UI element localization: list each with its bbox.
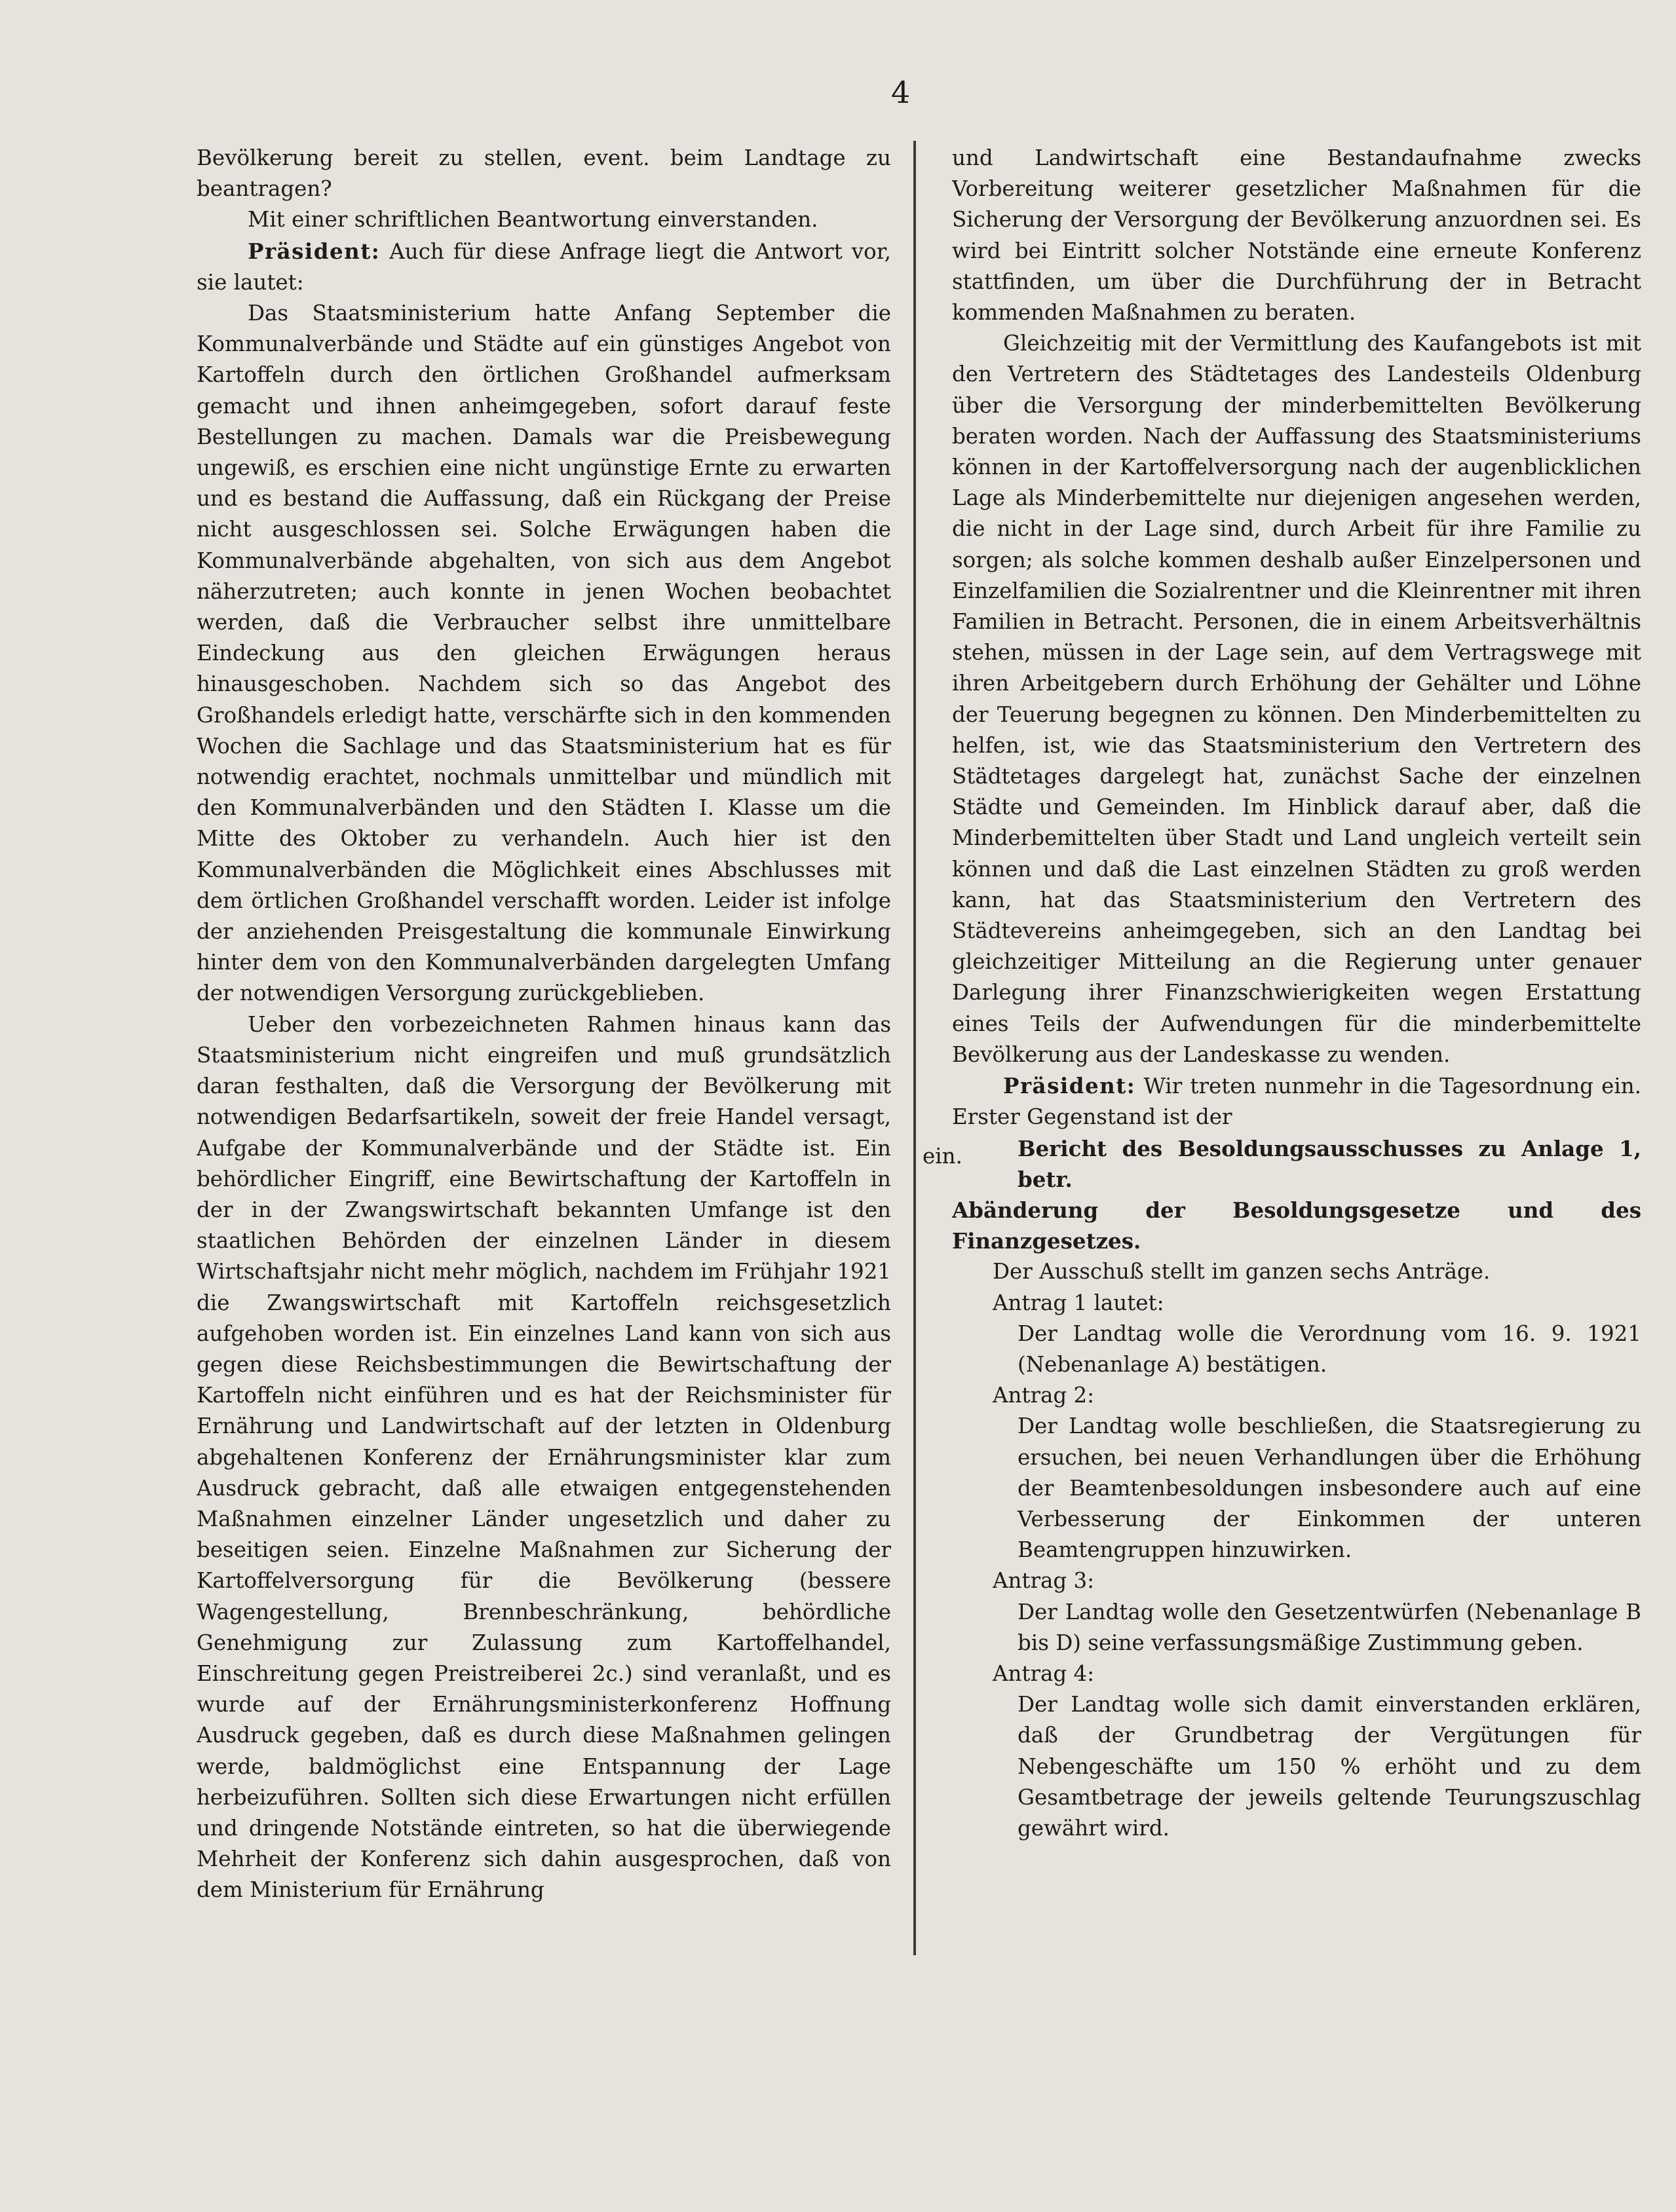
paragraph: Gleichzeitig mit der Vermittlung des Kaufangebots ist mit den Vertretern des Städtetages des Landesteils Oldenburg über die Versorgung der minderbemittelten Bevölkerung beraten worden. Nach der Auffassung des Staatsministeriums können in der Kartoffelversorgung nach der augenblicklichen Lage als Minderbemittelte nur diejenigen angesehen werden, die nicht in der Lage sind, durch Arbeit für ihre Familie zu sorgen; als solche kommen deshalb außer Einzelpersonen und Einzelfamilien die Sozialrentner und die Kleinrentner mit ihren Familien in Betracht. Personen, die in einem Arbeitsverhältnis stehen, müssen in der Lage sein, auf dem Vertragswege mit ihren Arbeitgebern durch Erhöhung der Gehälter und Löhne der Teuerung begegnen zu können. Den Minderbemittelten zu helfen, ist, wie das Staatsministerium den Vertretern des Städtetages dargelegt hat, zunächst Sache der einzelnen Städte und Gemeinden. Im Hinblick darauf aber, daß die Minderbemittelten über Stadt und Land ungleich verteilt sein können und daß die Last einzelnen Städten zu groß werden kann, hat das Staatsministerium den Vertretern des Städtevereins anheimgegeben, sich an den Landtag bei gleichzeitiger Mitteilung an die Regierung unter genauer Darlegung ihrer Finanzschwierigkeiten wegen Erstattung eines Teils der Aufwendungen für die minderbemittelte Bevölkerung aus der Landeskasse zu wenden.: [952, 331, 1641, 1067]
motion-text: Der Landtag wolle sich damit einverstanden erklären, daß der Grundbetrag der Vergütungen für Nebengeschäfte um 150 % erhöht und zu dem Gesamtbetrage der jeweils geltende Teurungszuschlag gewährt wird.: [1018, 1692, 1641, 1841]
margin-word: ein.: [923, 1144, 962, 1169]
paragraph: Das Staatsministerium hatte Anfang September die Kommunalverbände und Städte auf ein günstiges Angebot von Kartoffeln durch den örtlichen Großhandel aufmerksam gemacht und ihnen anheimgegeben, sofort darauf feste Bestellungen zu machen. Damals war die Preisbewegung ungewiß, es erschien eine nicht ungünstige Ernte zu erwarten und es bestand die Auffassung, daß ein Rückgang der Preise nicht ausgeschlossen sei. Solche Erwägungen haben die Kommunalverbände abgehalten, von sich aus dem Angebot näherzutreten; auch konnte in jenen Wochen beobachtet werden, daß die Verbraucher selbst ihre unmittelbare Eindeckung aus den gleichen Erwägungen heraus hinausgeschoben. Nachdem sich so das Angebot des Großhandels erledigt hatte, verschärfte sich in den kommenden Wochen die Sachlage und das Staatsministerium hat es für notwendig erachtet, nochmals unmittelbar und mündlich mit den Kommunalverbänden und den Städten I. Klasse um die Mitte des Oktober zu verhandeln. Auch hier ist den Kommunalverbänden die Möglichkeit eines Abschlusses mit dem örtlichen Großhandel verschafft worden. Leider ist infolge der anziehenden Preisgestaltung die kommunale Einwirkung hinter dem von den Kommunalverbänden dargelegten Umfang der notwendigen Versorgung zurückgeblieben.: [197, 301, 891, 1006]
speaker-label: Präsident:: [1003, 1073, 1136, 1099]
agenda-heading-line: Abänderung der Besoldungsgesetze und des Finanzgesetzes.: [952, 1197, 1641, 1254]
paragraph: [952, 1070, 1641, 1133]
column-divider: [913, 141, 916, 1955]
motion-label: Antrag 1 lautet:: [993, 1290, 1164, 1315]
paragraph: Bevölkerung bereit zu stellen, event. beim Landtage zu beantragen?: [197, 145, 891, 202]
speaker-text: Auch für diese Anfrage liegt die Antwort vor, sie lautet:: [197, 238, 891, 295]
agenda-heading-line: Bericht des Besoldungsausschusses zu Anlage 1, betr.: [1018, 1135, 1641, 1192]
motion-label: Antrag 3:: [993, 1568, 1095, 1594]
paragraph: Der Ausschuß stellt im ganzen sechs Anträge.: [993, 1259, 1491, 1284]
motion-label: Antrag 2:: [993, 1383, 1095, 1408]
motion-label: Antrag 4:: [993, 1660, 1095, 1686]
motion-text: Der Landtag wolle beschließen, die Staatsregierung zu ersuchen, bei neuen Verhandlungen über die Erhöhung der Beamtenbesoldungen insbesondere auch auf eine Verbesserung der Einkommen der unteren Beamtengruppen hinzuwirken.: [1018, 1414, 1641, 1563]
speaker-label: Präsident:: [248, 238, 381, 264]
speaker-text: Wir treten nunmehr in die Tagesordnung ein. Erster Gegenstand ist der: [952, 1074, 1641, 1130]
paragraph: Mit einer schriftlichen Beantwortung einverstanden.: [248, 207, 818, 233]
left-column: [197, 143, 891, 2147]
page-number: 4: [891, 75, 911, 110]
paragraph: Ueber den vorbezeichneten Rahmen hinaus kann das Staatsministerium nicht eingreifen und muß grundsätzlich daran festhalten, daß die Versorgung der Bevölkerung mit notwendigen Bedarfsartikeln, soweit der freie Handel versagt, Aufgabe der Kommunalverbände und der Städte ist. Ein behördlicher Eingriff, eine Bewirtschaftung der Kartoffeln in der in der Zwangswirtschaft bekannten Umfange ist den staatlichen Behörden der einzelnen Länder in diesem Wirtschaftsjahr nicht mehr möglich, nachdem im Frühjahr 1921 die Zwangswirtschaft mit Kartoffeln reichsgesetzlich aufgehoben worden ist. Ein einzelnes Land kann von sich aus gegen diese Reichsbestimmungen die Bewirtschaftung der Kartoffeln nicht einführen und es hat der Reichsminister für Ernährung und Landwirtschaft auf der letzten in Oldenburg abgehaltenen Konferenz der Ernährungsminister klar zum Ausdruck gebracht, daß alle etwaigen entgegenstehenden Maßnahmen einzelner Länder ungesetzlich und daher zu beseitigen seien. Einzelne Maßnahmen zur Sicherung der Kartoffelversorgung für die Bevölkerung (bessere Wagengestellung, Brennbeschränkung, behördliche Genehmigung zur Zulassung zum Kartoffelhandel, Einschreitung gegen Preistreiberei 2c.) sind veranlaßt, und es wurde auf der Ernährungsministerkonferenz Hoffnung Ausdruck gegeben, daß es durch diese Maßnahmen gelingen werde, baldmöglichst eine Entspannung der Lage herbeizuführen. Sollten sich diese Erwartungen nicht erfüllen und dringende Notstände eintreten, so hat die überwiegende Mehrheit der Konferenz sich dahin ausgesprochen, daß von dem Ministerium für Ernährung: [197, 1011, 891, 1903]
right-column: [952, 143, 1641, 2108]
paragraph: [197, 236, 891, 298]
paragraph: und Landwirtschaft eine Bestandaufnahme zwecks Vorbereitung weiterer gesetzlicher Maßnahmen für die Sicherung der Versorgung der Bevölkerung anzuordnen sei. Es wird bei Eintritt solcher Notstände eine erneute Konferenz stattfinden, um über die Durchführung der in Betracht kommenden Maßnahmen zu beraten.: [952, 145, 1641, 326]
motion-text: Der Landtag wolle die Verordnung vom 16. 9. 1921 (Nebenanlage A) bestätigen.: [1018, 1321, 1641, 1377]
motion-text: Der Landtag wolle den Gesetzentwürfen (Nebenanlage B bis D) seine verfassungsmäßige Zustimmung geben.: [1018, 1599, 1641, 1655]
